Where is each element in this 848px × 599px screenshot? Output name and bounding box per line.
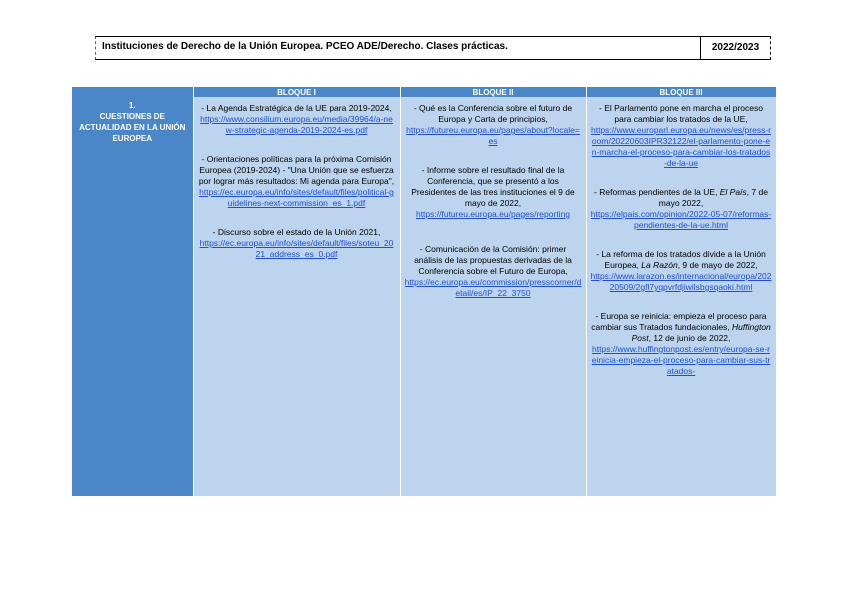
- entry-text: - Comunicación de la Comisión: primer análisis de las propuestas derivadas de la Conferencia sobre el Futuro de Europa,: [414, 244, 572, 276]
- entry-link[interactable]: https://futureu.europa.eu/pages/about?locale=es: [406, 125, 580, 146]
- entry-link[interactable]: https://www.huffingtonpost.es/entry/europa-se-reinicia-empieza-el-proceso-para-cambiar-sus-tratados-: [591, 344, 771, 376]
- bloque-3-cell: [586, 97, 776, 496]
- entry-link[interactable]: https://ec.europa.eu/info/sites/default/files/political-guidelines-next-commission_es_1.pdf: [199, 187, 394, 208]
- entry-link[interactable]: https://futureu.europa.eu/pages/reporting: [415, 209, 571, 219]
- entry-link[interactable]: https://www.europarl.europa.eu/news/es/press-room/20220603IPR32122/el-parlamento-pone-en-marcha-el-proceso-para-cambiar-los-tratados-de-la-ue: [590, 125, 771, 168]
- topic-cell: [72, 97, 193, 496]
- entry-text-pre: - Reformas pendientes de la UE,: [594, 187, 720, 197]
- document-header: [95, 36, 771, 60]
- list-item: [198, 103, 396, 136]
- entry-link[interactable]: https://ec.europa.eu/commission/presscorner/detail/es/IP_22_3750: [404, 277, 582, 298]
- entry-text-post: , 9 de mayo de 2022,: [677, 260, 758, 270]
- column-header-topic: [72, 87, 193, 97]
- entry-text-pre: - La reforma de los tratados divide a la Unión Europea,: [596, 249, 766, 270]
- entry-link[interactable]: https://www.larazon.es/internacional/europa/20220509/2gfl7yqpvrfdjiwilsbgsqaoki.html: [590, 271, 772, 292]
- schedule-table: [72, 87, 777, 496]
- table-header-row: [72, 87, 776, 97]
- list-item: [198, 154, 396, 209]
- entry-link[interactable]: https://www.consilium.europa.eu/media/39964/a-new-strategic-agenda-2019-2024-es.pdf: [200, 114, 393, 135]
- column-header-bloque-3: BLOQUE III: [586, 87, 776, 97]
- list-item: [405, 103, 582, 147]
- entry-link[interactable]: https://ec.europa.eu/info/sites/default/files/soteu_2021_address_es_0.pdf: [199, 238, 394, 259]
- entry-text: - Qué es la Conferencia sobre el futuro de Europa y Carta de principios,: [413, 103, 573, 124]
- list-item: [591, 103, 772, 169]
- bloque-1-cell: [193, 97, 400, 496]
- entry-text: - Informe sobre el resultado final de la Conferencia, que se presentó a los Presidentes de las tres instituciones el 9 de mayo de 2022,: [411, 165, 575, 208]
- list-item: [198, 227, 396, 260]
- entry-text-post: , 12 de junio de 2022,: [648, 333, 731, 343]
- list-item: [591, 311, 772, 377]
- entry-link[interactable]: https://elpais.com/opinion/2022-05-07/reformas-pendientes-de-la-ue.html: [590, 209, 772, 230]
- entry-text: [591, 187, 772, 209]
- academic-year: 2022/2023: [700, 37, 770, 59]
- table-row: [72, 97, 776, 496]
- entry-source: La Razón: [641, 260, 678, 270]
- entry-text: [591, 311, 772, 344]
- list-item: [591, 249, 772, 293]
- entry-text-post: , 7 de mayo 2022,: [658, 187, 768, 208]
- list-item: [591, 187, 772, 231]
- topic-number: 1.: [128, 101, 136, 110]
- entry-text-pre: - Europa se reinicia: empieza el proceso para cambiar sus Tratados fundacionales,: [591, 311, 767, 332]
- entry-source: El País: [719, 187, 747, 197]
- entry-text: - El Parlamento pone en marcha el proceso para cambiar los tratados de la UE,: [599, 103, 763, 124]
- entry-source: Huffington Post: [631, 322, 771, 343]
- document-title: Instituciones de Derecho de la Unión Europea. PCEO ADE/Derecho. Clases prácticas.: [102, 41, 508, 52]
- list-item: [405, 244, 582, 299]
- column-header-bloque-1: BLOQUE I: [193, 87, 400, 97]
- bloque-2-cell: [400, 97, 586, 496]
- list-item: [405, 165, 582, 220]
- column-header-bloque-2: BLOQUE II: [400, 87, 586, 97]
- entry-text: - Orientaciones políticas para la próxima Comisión Europea (2019-2024) - "Una Unión que se esfuerza por lograr más resultados: Mi agenda para Europa",: [198, 154, 395, 186]
- topic-title: CUESTIONES DE ACTUALIDAD EN LA UNIÓN EUROPEA: [79, 112, 186, 143]
- entry-text: - Discurso sobre el estado de la Unión 2021,: [212, 227, 381, 237]
- entry-text: - La Agenda Estratégica de la UE para 2019-2024,: [201, 103, 392, 113]
- entry-text: [591, 249, 772, 271]
